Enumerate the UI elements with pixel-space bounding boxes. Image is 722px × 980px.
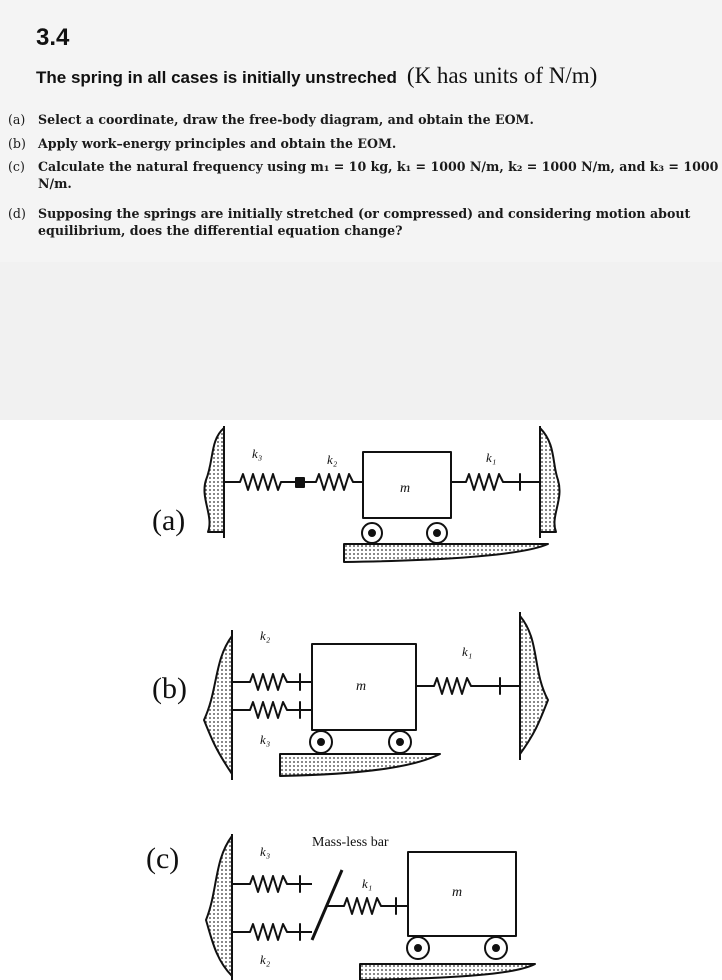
question-c bbox=[8, 158, 718, 192]
problem-number: 3.4 bbox=[36, 24, 70, 51]
question-label: (b) bbox=[8, 136, 26, 151]
question-text: Supposing the springs are initially stretched (or compressed) and considering motion about bbox=[38, 206, 691, 221]
units-note: (K has units of N/m) bbox=[406, 63, 598, 88]
diagram-b bbox=[204, 612, 548, 780]
massless-bar-label: Mass-less bar bbox=[312, 835, 389, 850]
heading-text: The spring in all cases is initially unstreched bbox=[36, 68, 397, 87]
spring-k3-b bbox=[232, 702, 312, 718]
question-text-continued: equilibrium, does the differential equation change? bbox=[38, 223, 403, 238]
k1-label-a: k₁ bbox=[486, 450, 497, 465]
mass-label-b: m bbox=[356, 679, 367, 694]
question-label: (c) bbox=[8, 159, 25, 174]
question-text: Calculate the natural frequency using m₁ = 10 kg, k₁ = 1000 N/m, k₂ = 1000 N/m, and k₃ = 1000 bbox=[38, 159, 719, 174]
spring-mass-figure bbox=[0, 420, 722, 980]
k2-label-c: k₂ bbox=[260, 952, 271, 967]
mass-label-a: m bbox=[400, 481, 411, 496]
figure-label-b: (b) bbox=[152, 672, 187, 705]
spring-k1-b bbox=[416, 678, 520, 694]
spring-k2-c bbox=[232, 924, 312, 940]
figure-label-c: (c) bbox=[146, 842, 180, 875]
question-text-continued: N/m. bbox=[38, 176, 72, 191]
right-wall-a bbox=[540, 428, 560, 532]
k2-label-b: k₂ bbox=[260, 628, 271, 643]
right-wall-b bbox=[520, 616, 548, 754]
question-label: (a) bbox=[8, 112, 26, 127]
k3-label-a: k₃ bbox=[252, 446, 263, 461]
left-wall-c bbox=[206, 836, 232, 976]
ground-c bbox=[360, 964, 535, 980]
spring-k2-b bbox=[232, 674, 312, 690]
mass-label-c: m bbox=[452, 885, 463, 900]
left-wall-a bbox=[204, 428, 224, 532]
blank-gap-panel bbox=[0, 262, 722, 420]
k1-label-c: k₁ bbox=[362, 876, 373, 891]
left-wall-b bbox=[204, 636, 232, 774]
question-text: Select a coordinate, draw the free-body diagram, and obtain the EOM. bbox=[38, 112, 534, 127]
problem-heading bbox=[36, 63, 597, 89]
spring-k3-c bbox=[232, 876, 312, 892]
spring-k2-a bbox=[304, 474, 363, 490]
question-b bbox=[8, 135, 396, 152]
spring-junction-a bbox=[296, 478, 304, 487]
question-d bbox=[8, 205, 690, 239]
spring-k1-a bbox=[451, 474, 540, 490]
question-a bbox=[8, 111, 534, 128]
spring-k1-c bbox=[326, 898, 408, 914]
question-text: Apply work–energy principles and obtain the EOM. bbox=[38, 136, 397, 151]
k3-label-b: k₃ bbox=[260, 732, 271, 747]
spring-k3-a bbox=[224, 474, 296, 490]
ground-b bbox=[280, 754, 440, 776]
k2-label-a: k₂ bbox=[327, 452, 338, 467]
k1-label-b: k₁ bbox=[462, 644, 473, 659]
k3-label-c: k₃ bbox=[260, 844, 271, 859]
ground-a bbox=[344, 544, 548, 562]
figure-label-a: (a) bbox=[152, 504, 186, 537]
diagram-c bbox=[206, 834, 535, 980]
question-label: (d) bbox=[8, 206, 26, 221]
